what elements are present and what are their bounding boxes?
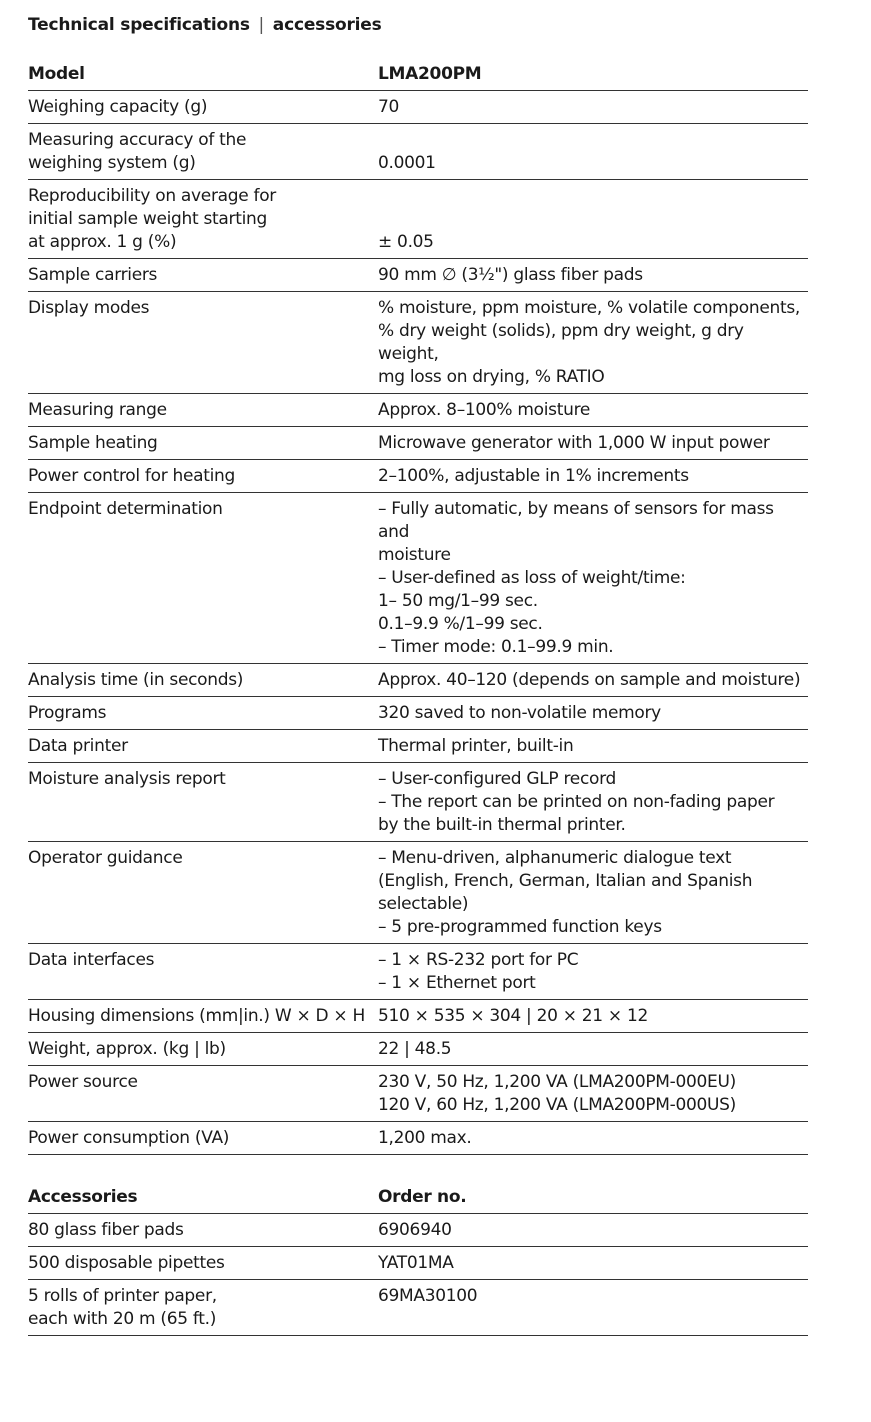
row-label: Reproducibility on average for initial sample weight starting at approx. 1 g (%) <box>28 180 378 259</box>
table-row <box>28 1247 808 1280</box>
accessories-header-row <box>28 1181 808 1214</box>
row-value: 69MA30100 <box>378 1280 808 1336</box>
row-label: Data printer <box>28 730 378 763</box>
row-label: Housing dimensions (mm|in.) W × D × H <box>28 1000 378 1033</box>
table-row <box>28 1000 808 1033</box>
accessories-body <box>28 1214 808 1336</box>
table-row <box>28 842 808 944</box>
row-label: Weight, approx. (kg | lb) <box>28 1033 378 1066</box>
row-label: Programs <box>28 697 378 730</box>
row-label: Measuring accuracy of the weighing system (g) <box>28 124 378 180</box>
specifications-header-value: LMA200PM <box>378 58 808 91</box>
row-value: Thermal printer, built-in <box>378 730 808 763</box>
specifications-header-row <box>28 58 808 91</box>
heading-subtitle: accessories <box>272 15 382 35</box>
row-label: Moisture analysis report <box>28 763 378 842</box>
table-row <box>28 944 808 1000</box>
row-value: – Fully automatic, by means of sensors for mass and moisture – User-defined as loss of weight/time: 1– 50 mg/1–99 sec. 0.1–9.9 %/1–99 sec. – Timer mode: 0.1–99.9 min. <box>378 493 808 664</box>
accessories-table <box>28 1181 808 1336</box>
table-row <box>28 259 808 292</box>
row-label: 500 disposable pipettes <box>28 1247 378 1280</box>
table-row <box>28 292 808 394</box>
specifications-header-label: Model <box>28 58 378 91</box>
row-label: Sample carriers <box>28 259 378 292</box>
accessories-header-value: Order no. <box>378 1181 808 1214</box>
specifications-table <box>28 58 808 1155</box>
row-value: 0.0001 <box>378 124 808 180</box>
row-value: 70 <box>378 91 808 124</box>
row-value: – 1 × RS-232 port for PC – 1 × Ethernet port <box>378 944 808 1000</box>
row-value: 90 mm ∅ (3½") glass fiber pads <box>378 259 808 292</box>
row-value: 510 × 535 × 304 | 20 × 21 × 12 <box>378 1000 808 1033</box>
row-label: Data interfaces <box>28 944 378 1000</box>
table-row <box>28 664 808 697</box>
row-value: YAT01MA <box>378 1247 808 1280</box>
heading-separator: | <box>258 15 265 35</box>
row-label: 5 rolls of printer paper, each with 20 m (65 ft.) <box>28 1280 378 1336</box>
row-label: Endpoint determination <box>28 493 378 664</box>
table-row <box>28 1214 808 1247</box>
row-value: 22 | 48.5 <box>378 1033 808 1066</box>
table-row <box>28 1122 808 1155</box>
accessories-header-label: Accessories <box>28 1181 378 1214</box>
row-label: Analysis time (in seconds) <box>28 664 378 697</box>
table-row <box>28 460 808 493</box>
row-value: 6906940 <box>378 1214 808 1247</box>
row-value: 2–100%, adjustable in 1% increments <box>378 460 808 493</box>
table-row <box>28 763 808 842</box>
table-row <box>28 1033 808 1066</box>
table-row <box>28 180 808 259</box>
row-label: Measuring range <box>28 394 378 427</box>
row-value: Approx. 8–100% moisture <box>378 394 808 427</box>
row-value: ± 0.05 <box>378 180 808 259</box>
row-value: – User-configured GLP record – The report can be printed on non-fading paper by the built-in thermal printer. <box>378 763 808 842</box>
page-heading <box>28 15 382 35</box>
row-label: Operator guidance <box>28 842 378 944</box>
row-label: Power control for heating <box>28 460 378 493</box>
specifications-body <box>28 91 808 1155</box>
row-value: 320 saved to non-volatile memory <box>378 697 808 730</box>
row-value: 1,200 max. <box>378 1122 808 1155</box>
heading-title: Technical specifications <box>28 15 250 35</box>
row-label: Weighing capacity (g) <box>28 91 378 124</box>
row-label: 80 glass fiber pads <box>28 1214 378 1247</box>
table-row <box>28 697 808 730</box>
row-value: 230 V, 50 Hz, 1,200 VA (LMA200PM-000EU) 120 V, 60 Hz, 1,200 VA (LMA200PM-000US) <box>378 1066 808 1122</box>
row-label: Power source <box>28 1066 378 1122</box>
table-row <box>28 124 808 180</box>
table-row <box>28 91 808 124</box>
row-value: Microwave generator with 1,000 W input power <box>378 427 808 460</box>
table-row <box>28 730 808 763</box>
table-row <box>28 394 808 427</box>
row-label: Display modes <box>28 292 378 394</box>
table-row <box>28 493 808 664</box>
table-row <box>28 1066 808 1122</box>
table-row <box>28 427 808 460</box>
row-label: Sample heating <box>28 427 378 460</box>
row-label: Power consumption (VA) <box>28 1122 378 1155</box>
table-row <box>28 1280 808 1336</box>
row-value: – Menu-driven, alphanumeric dialogue text (English, French, German, Italian and Spanish selectable) – 5 pre-programmed function keys <box>378 842 808 944</box>
row-value: Approx. 40–120 (depends on sample and moisture) <box>378 664 808 697</box>
row-value: % moisture, ppm moisture, % volatile components, % dry weight (solids), ppm dry weight, g dry weight, mg loss on drying, % RATIO <box>378 292 808 394</box>
